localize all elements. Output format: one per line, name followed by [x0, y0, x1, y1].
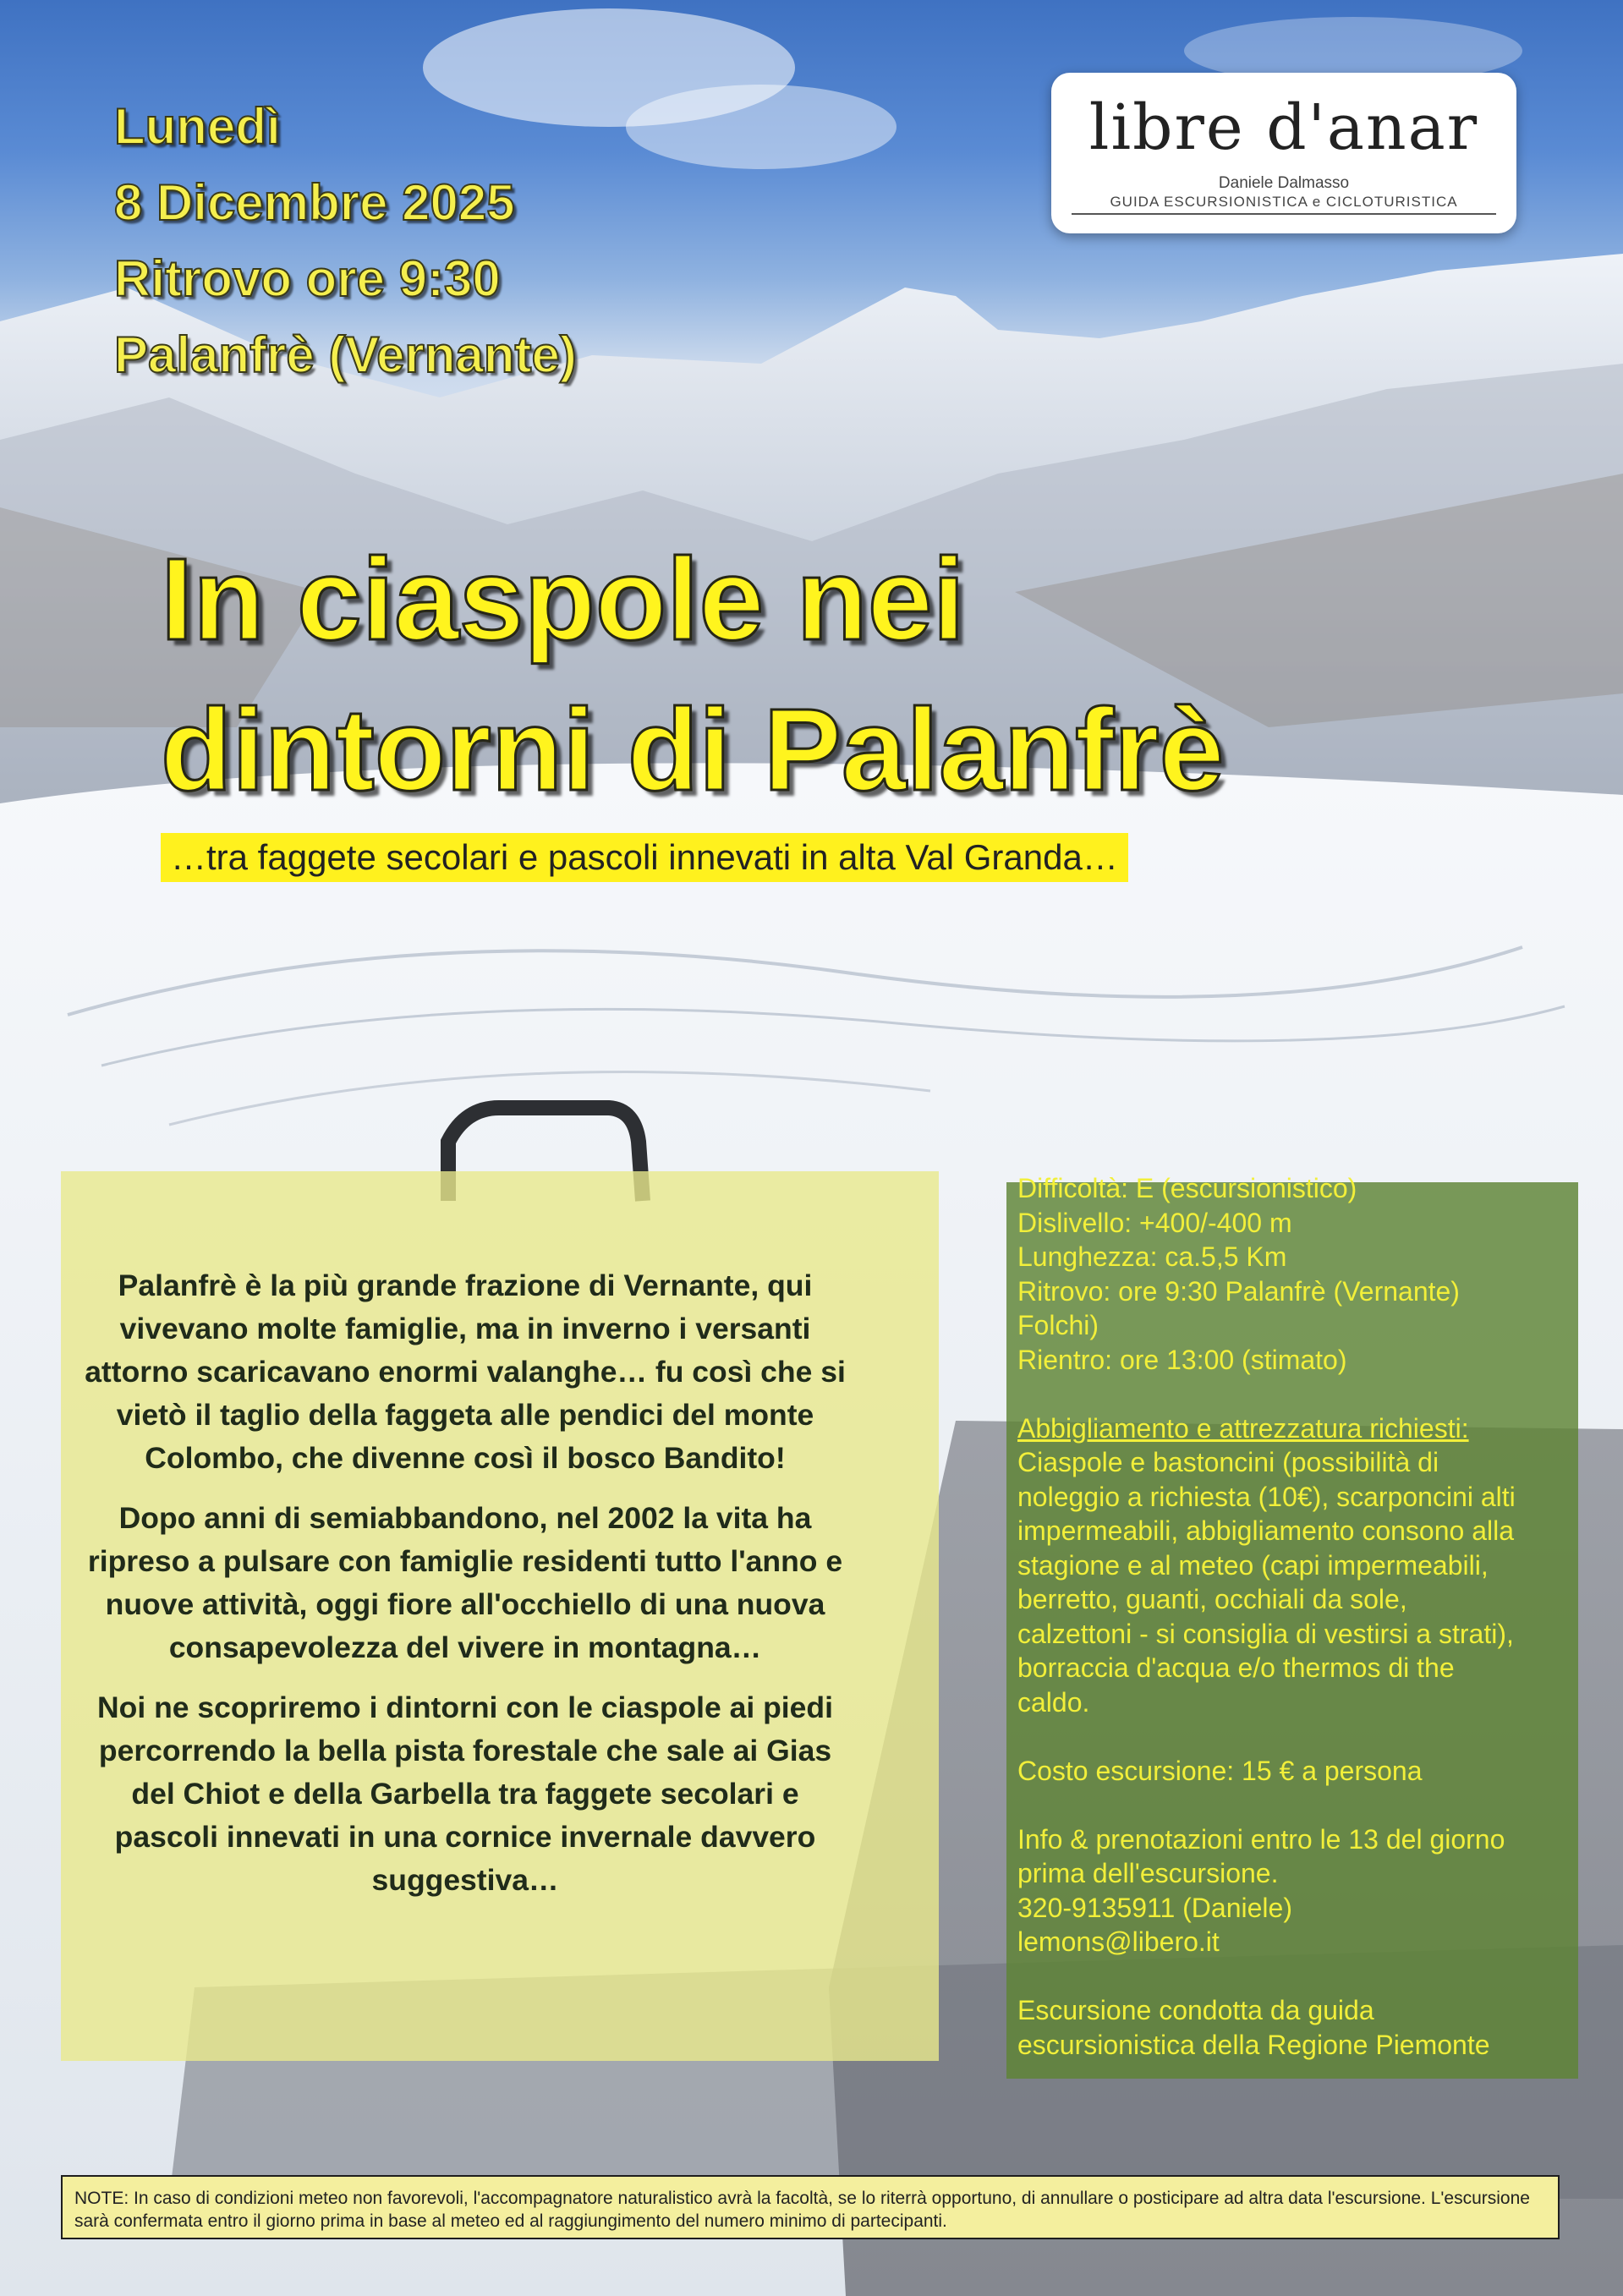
brand-logo [1051, 73, 1516, 233]
intro-paragraph: Dopo anni di semiabbandono, nel 2002 la vita ha ripreso a pulsare con famiglie residenti tutto l'anno e nuove attività, oggi fiore all'occhiello di una nuova consapevolezza del vivere in montagna… [87, 1501, 843, 1664]
booking-line: prima dell'escursione. [1017, 1858, 1279, 1888]
title-line-1: In ciaspole nei [161, 534, 965, 665]
gear-line: calzettoni - si consiglia di vestirsi a strati), [1017, 1618, 1514, 1649]
gear-line: Ciaspole e bastoncini (possibilità di [1017, 1447, 1439, 1477]
gear-line: borraccia d'acqua e/o thermos di the [1017, 1652, 1455, 1683]
info-meeting-cont: Folchi) [1017, 1310, 1099, 1340]
info-cost: Costo escursione: 15 € a persona [1017, 1755, 1423, 1786]
event-date: 8 Dicembre 2025 [114, 174, 515, 231]
gear-heading: Abbigliamento e attrezzatura richiesti: [1017, 1412, 1469, 1444]
event-date-block [114, 89, 577, 393]
info-elevation: Dislivello: +400/-400 m [1017, 1207, 1292, 1238]
gear-line: impermeabili, abbigliamento consono alla [1017, 1515, 1514, 1546]
event-day: Lunedì [114, 98, 281, 155]
info-length: Lunghezza: ca.5,5 Km [1017, 1241, 1287, 1272]
event-location: Palanfrè (Vernante) [114, 326, 577, 383]
logo-guide-name: Daniele Dalmasso [1218, 174, 1350, 192]
logo-divider [1072, 213, 1496, 215]
gear-line: noleggio a richiesta (10€), scarponcini alti [1017, 1481, 1516, 1512]
gear-line: stagione e al meteo (capi impermeabili, [1017, 1549, 1489, 1581]
logo-tagline: GUIDA ESCURSIONISTICA e CICLOTURISTICA [1110, 194, 1458, 210]
footer-note: NOTE: In caso di condizioni meteo non favorevoli, l'accompagnatore naturalistico avrà la facoltà, se lo riterrà opportuno, di annullare o posticipare ad altra data l'escursione. L'escursione sarà confermata entro il giorno prima in base al meteo ed al raggiungimento del numero minimo di partecipanti. [61, 2175, 1560, 2239]
gear-line: berretto, guanti, occhiali da sole, [1017, 1584, 1407, 1614]
booking-email: lemons@libero.it [1017, 1926, 1220, 1957]
booking-phone: 320-9135911 (Daniele) [1017, 1892, 1292, 1923]
info-meeting: Ritrovo: ore 9:30 Palanfrè (Vernante) [1017, 1275, 1460, 1307]
subtitle-banner: …tra faggete secolari e pascoli innevati in alta Val Granda… [161, 833, 1128, 882]
logo-wordmark: libre d'anar [1088, 91, 1479, 164]
main-title [161, 524, 1224, 825]
info-difficulty: Difficoltà: E (escursionistico) [1017, 1173, 1357, 1203]
intro-paragraph: Palanfrè è la più grande frazione di Vernante, qui vivevano molte famiglie, ma in inverno i versanti attorno scaricavano enormi valanghe… fu così che si vietò il taglio della faggeta alle pendici del monte Colombo, che divenne così il bosco Bandito! [85, 1269, 846, 1475]
booking-line: Info & prenotazioni entro le 13 del giorno [1017, 1823, 1505, 1855]
guide-line: escursionistica della Regione Piemonte [1017, 2029, 1490, 2060]
guide-line: Escursione condotta da guida [1017, 1995, 1374, 2025]
title-line-2: dintorni di Palanfrè [161, 685, 1225, 815]
gear-line: caldo. [1017, 1686, 1090, 1718]
info-return: Rientro: ore 13:00 (stimato) [1017, 1344, 1347, 1375]
intro-paragraph: Noi ne scopriremo i dintorni con le ciaspole ai piedi percorrendo la bella pista forestale che sale ai Gias del Chiot e della Garbella tra faggete secolari e pascoli innevati in una cornice invernale davvero suggestiva… [97, 1690, 833, 1897]
intro-text [76, 1264, 854, 1919]
info-text [1017, 1171, 1584, 2062]
event-meeting-time: Ritrovo ore 9:30 [114, 250, 501, 307]
